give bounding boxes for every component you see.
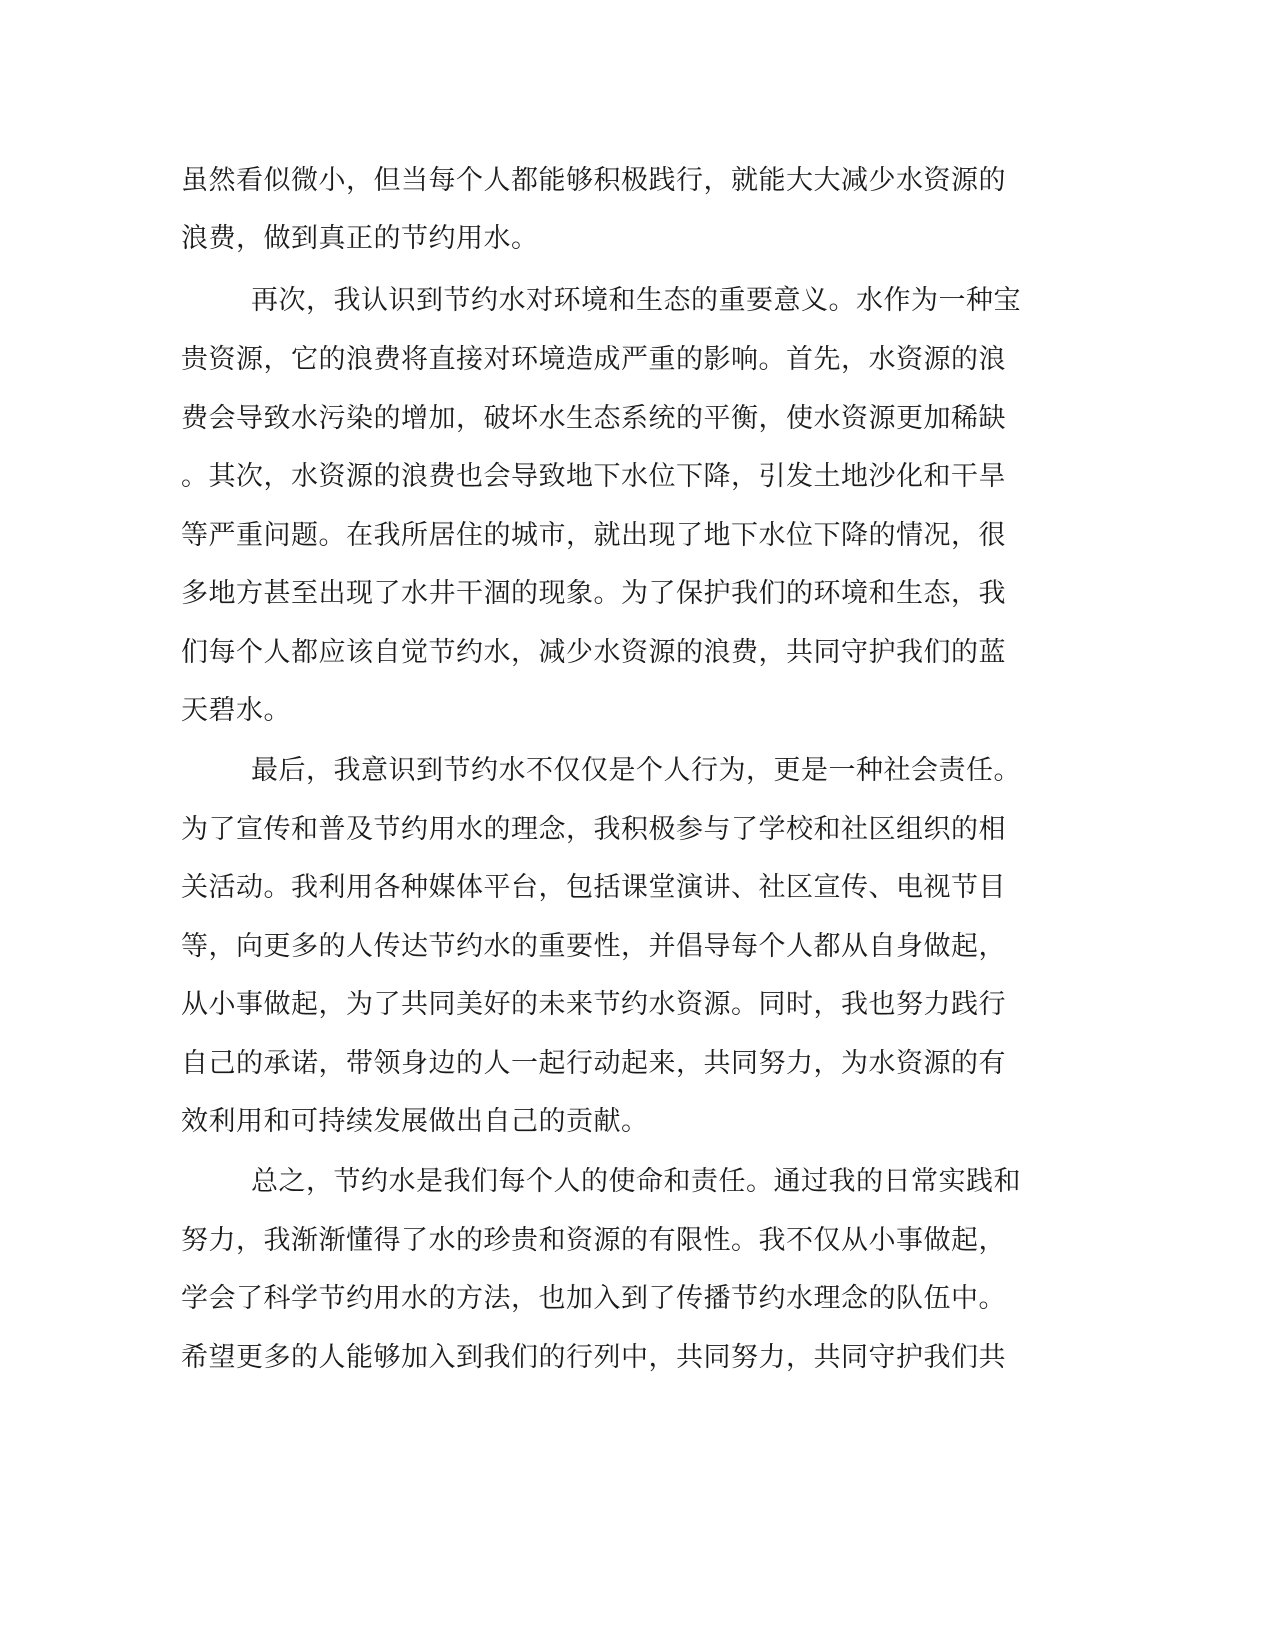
- text-line: 天碧水。: [181, 695, 291, 726]
- text-line: 们每个人都应该自觉节约水，减少水资源的浪费，共同守护我们的蓝: [181, 637, 1006, 668]
- text-line: 多地方甚至出现了水井干涸的现象。为了保护我们的环境和生态，我: [181, 578, 1006, 609]
- text-line: 等，向更多的人传达节约水的重要性，并倡导每个人都从自身做起，: [181, 931, 1006, 962]
- paragraph-first-line: 再次，我认识到节约水对环境和生态的重要意义。水作为一种宝: [251, 285, 1021, 316]
- text-line: 费会导致水污染的增加，破坏水生态系统的平衡，使水资源更加稀缺: [181, 403, 1006, 434]
- text-line: 为了宣传和普及节约用水的理念，我积极参与了学校和社区组织的相: [181, 814, 1006, 845]
- text-line: 希望更多的人能够加入到我们的行列中，共同努力，共同守护我们共: [181, 1342, 1006, 1373]
- text-line: 自己的承诺，带领身边的人一起行动起来，共同努力，为水资源的有: [181, 1048, 1006, 1079]
- text-line: 贵资源，它的浪费将直接对环境造成严重的影响。首先，水资源的浪: [181, 344, 1006, 375]
- text-line: 从小事做起，为了共同美好的未来节约水资源。同时，我也努力践行: [181, 989, 1006, 1020]
- text-line: 等严重问题。在我所居住的城市，就出现了地下水位下降的情况，很: [181, 520, 1006, 551]
- paragraph-first-line: 最后，我意识到节约水不仅仅是个人行为，更是一种社会责任。: [251, 755, 1021, 786]
- text-line: 虽然看似微小，但当每个人都能够积极践行，就能大大减少水资源的: [181, 165, 1006, 196]
- text-line: 浪费，做到真正的节约用水。: [181, 223, 539, 254]
- text-line: 学会了科学节约用水的方法，也加入到了传播节约水理念的队伍中。: [181, 1283, 1006, 1314]
- text-line: 效利用和可持续发展做出自己的贡献。: [181, 1106, 649, 1137]
- text-line: 关活动。我利用各种媒体平台，包括课堂演讲、社区宣传、电视节目: [181, 872, 1006, 903]
- text-line: 。其次，水资源的浪费也会导致地下水位下降，引发土地沙化和干旱: [181, 461, 1006, 492]
- text-line: 努力，我渐渐懂得了水的珍贵和资源的有限性。我不仅从小事做起，: [181, 1225, 1006, 1256]
- paragraph-first-line: 总之，节约水是我们每个人的使命和责任。通过我的日常实践和: [251, 1166, 1021, 1197]
